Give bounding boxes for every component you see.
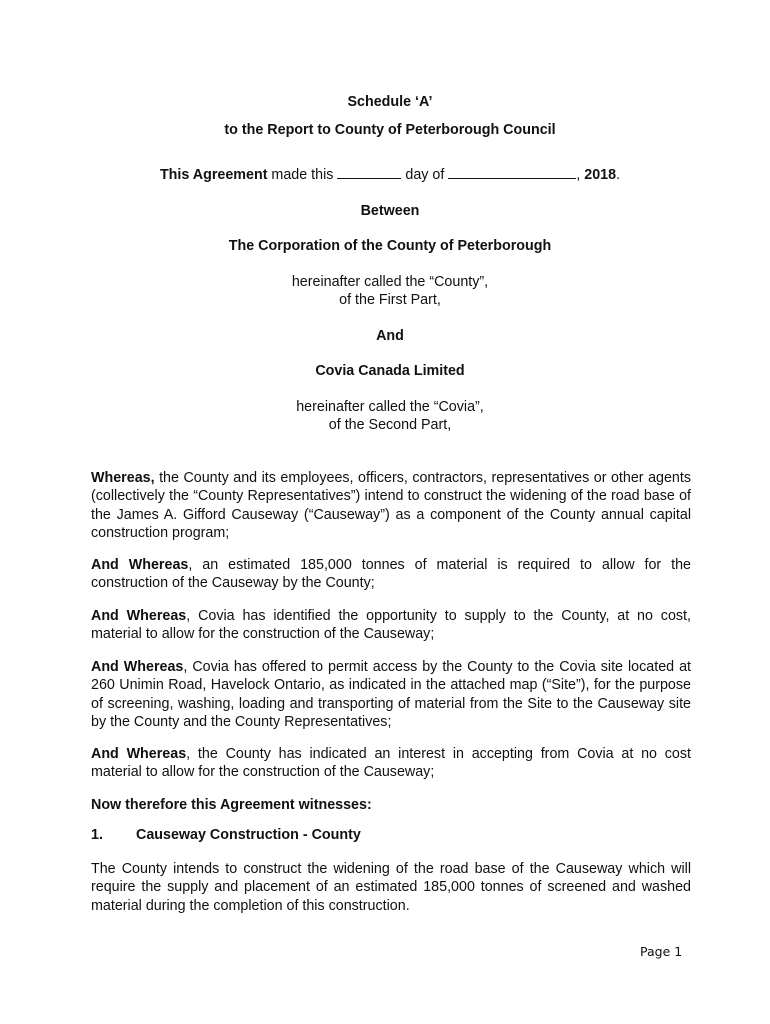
witnesses-heading: Now therefore this Agreement witnesses:	[91, 797, 372, 813]
agreement-date-line	[0, 166, 770, 184]
agreement-year: 2018	[584, 167, 617, 183]
recital-paragraph	[91, 607, 691, 644]
recital-text: the County and its employees, officers, contractors, representatives or other agents (collectively the “County Representatives”) intend to construct the widening of the road base of the James A. Gifford Causeway (“Causeway”) as a component of the County annual capital construction program;	[91, 470, 691, 541]
agreement-period: .	[616, 167, 621, 183]
agreement-made-text: made this	[267, 167, 338, 183]
and-label: And	[376, 328, 404, 344]
recital-lead: And Whereas	[91, 659, 184, 675]
first-party-part: of the First Part,	[339, 292, 441, 308]
second-party-part: of the Second Part,	[328, 417, 452, 433]
between-label: Between	[360, 203, 420, 219]
agreement-lead: This Agreement	[159, 167, 268, 183]
section-body: The County intends to construct the widening of the road base of the Causeway which will require the supply and placement of an estimated 185,000 tonnes of screened and washed material during the completion of this construction.	[91, 861, 691, 914]
first-party-name: The Corporation of the County of Peterborough	[228, 238, 552, 254]
report-subtitle: to the Report to County of Peterborough Council	[224, 122, 556, 138]
agreement-comma: ,	[576, 167, 585, 183]
recital-paragraph	[91, 658, 691, 731]
day-blank	[337, 166, 401, 179]
page-number: Page 1	[640, 944, 683, 959]
recital-lead: And Whereas	[91, 557, 189, 573]
recital-lead: Whereas,	[91, 470, 155, 486]
agreement-day-text: day of	[401, 167, 449, 183]
section-number: 1.	[91, 827, 103, 843]
schedule-title: Schedule ‘A’	[347, 94, 433, 110]
section-title: Causeway Construction - County	[136, 827, 361, 843]
month-blank	[448, 166, 576, 179]
recital-text: , Covia has offered to permit access by the County to the Covia site located at 260 Unimin Road, Havelock Ontario, as indicated in the attached map (“Site”), for the purpose of screening, washing, loading and transporting of material from the Site to the Causeway site by the County and the County Representatives;	[91, 659, 691, 730]
recital-paragraph	[91, 469, 691, 542]
recital-paragraph	[91, 556, 691, 593]
recital-text: , an estimated 185,000 tonnes of material is required to allow for the construction of the Causeway by the County;	[91, 557, 692, 592]
recital-text: , Covia has identified the opportunity to supply to the County, at no cost, material to allow for the construction of the Causeway;	[91, 608, 691, 643]
recital-lead: And Whereas	[91, 746, 187, 762]
first-party-called: hereinafter called the “County”,	[291, 274, 489, 290]
recital-paragraph	[91, 745, 691, 782]
recital-text: , the County has indicated an interest in accepting from Covia at no cost material to allow for the construction of the Causeway;	[91, 746, 692, 781]
second-party-called: hereinafter called the “Covia”,	[296, 399, 484, 415]
recital-lead: And Whereas	[91, 608, 187, 624]
second-party-name: Covia Canada Limited	[315, 363, 465, 379]
